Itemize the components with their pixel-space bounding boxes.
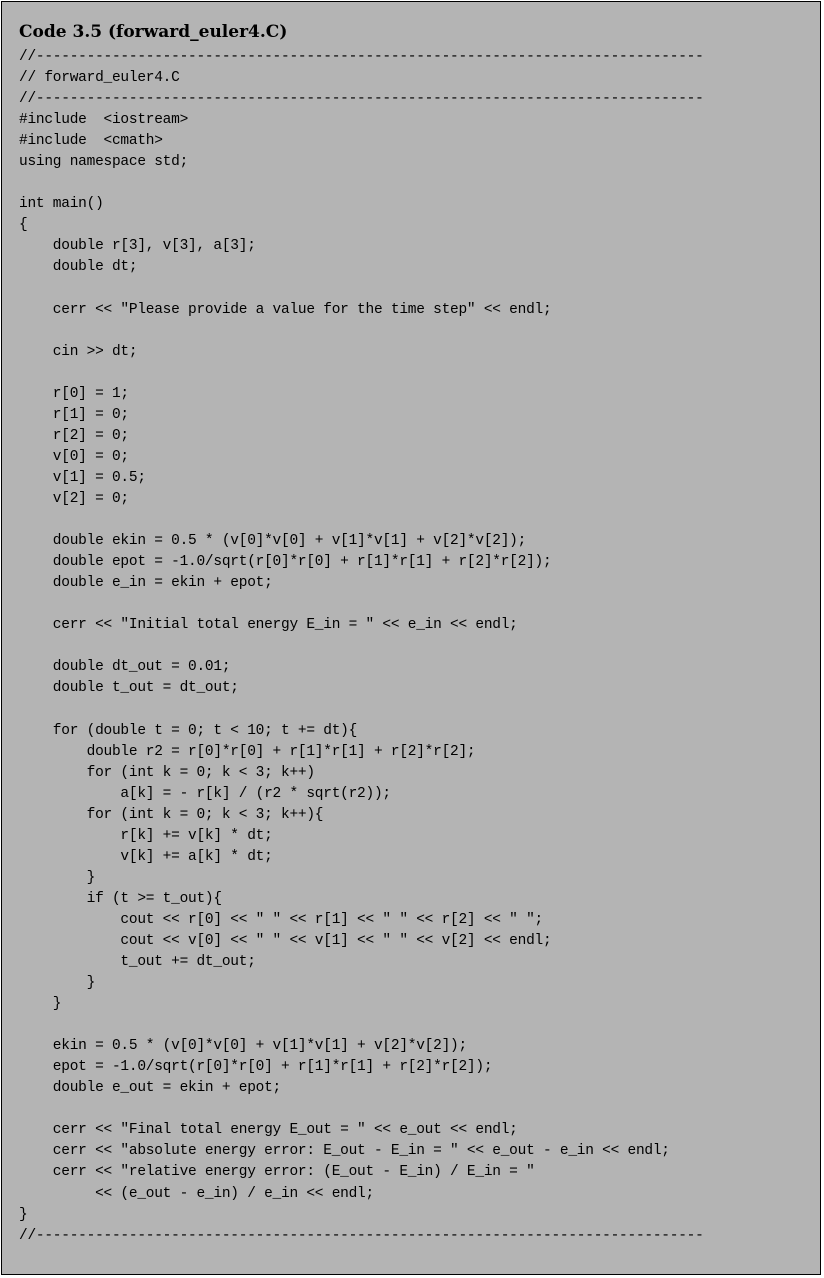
code-line: r[k] += v[k] * dt;	[19, 827, 273, 844]
code-line: r[2] = 0;	[19, 427, 129, 444]
code-line: cout << v[0] << " " << v[1] << " " << v[2] << endl;	[19, 932, 552, 949]
code-line: using namespace std;	[19, 154, 189, 171]
code-line: {	[19, 217, 28, 234]
code-line: r[0] = 1;	[19, 385, 129, 402]
code-line: cout << r[0] << " " << r[1] << " " << r[2] << " ";	[19, 911, 543, 928]
code-listing	[19, 47, 704, 1247]
code-line: double dt;	[19, 259, 138, 276]
code-line: int main()	[19, 196, 104, 213]
code-line: epot = -1.0/sqrt(r[0]*r[0] + r[1]*r[1] + r[2]*r[2]);	[19, 1059, 493, 1076]
code-line: cerr << "Please provide a value for the time step" << endl;	[19, 301, 552, 318]
code-line: }	[19, 996, 62, 1013]
code-line: #include <iostream>	[19, 112, 189, 129]
code-line: << (e_out - e_in) / e_in << endl;	[19, 1185, 374, 1202]
code-line: //-------------------------------------------------------------------------------	[19, 1227, 704, 1244]
code-line	[19, 594, 704, 615]
code-line: }	[19, 975, 96, 992]
code-line: //-------------------------------------------------------------------------------	[19, 49, 704, 65]
code-line: t_out += dt_out;	[19, 954, 256, 971]
code-line: double epot = -1.0/sqrt(r[0]*r[0] + r[1]*r[1] + r[2]*r[2]);	[19, 554, 552, 571]
code-line: a[k] = - r[k] / (r2 * sqrt(r2));	[19, 785, 391, 802]
code-line: if (t >= t_out){	[19, 890, 222, 907]
code-line: // forward_euler4.C	[19, 70, 180, 87]
code-line	[19, 1015, 704, 1036]
code-line: cerr << "Initial total energy E_in = " << e_in << endl;	[19, 617, 518, 634]
code-line	[19, 636, 704, 657]
code-line: r[1] = 0;	[19, 406, 129, 423]
code-listing-box	[1, 1, 821, 1275]
code-line	[19, 699, 704, 720]
code-line: cerr << "absolute energy error: E_out - E_in = " << e_out - e_in << endl;	[19, 1143, 670, 1160]
code-line: v[2] = 0;	[19, 490, 129, 507]
code-line: cerr << "Final total energy E_out = " << e_out << endl;	[19, 1122, 518, 1139]
code-line: v[1] = 0.5;	[19, 469, 146, 486]
code-line: double t_out = dt_out;	[19, 680, 239, 697]
code-line	[19, 173, 704, 194]
code-line	[19, 363, 704, 384]
code-line	[19, 1099, 704, 1120]
code-line: double ekin = 0.5 * (v[0]*v[0] + v[1]*v[1] + v[2]*v[2]);	[19, 533, 527, 550]
code-line: cin >> dt;	[19, 343, 138, 360]
code-line: for (int k = 0; k < 3; k++)	[19, 764, 315, 781]
code-line: #include <cmath>	[19, 133, 163, 150]
code-line	[19, 321, 704, 342]
code-line: for (double t = 0; t < 10; t += dt){	[19, 722, 358, 739]
code-line: double e_out = ekin + epot;	[19, 1080, 281, 1097]
code-line: v[0] = 0;	[19, 448, 129, 465]
code-line: double dt_out = 0.01;	[19, 659, 231, 676]
code-line: cerr << "relative energy error: (E_out - E_in) / E_in = "	[19, 1164, 535, 1181]
code-line	[19, 510, 704, 531]
code-line: for (int k = 0; k < 3; k++){	[19, 806, 324, 823]
code-title: Code 3.5 (forward_euler4.C)	[19, 22, 288, 42]
code-line: //-------------------------------------------------------------------------------	[19, 91, 704, 108]
code-line: }	[19, 869, 96, 886]
code-line: ekin = 0.5 * (v[0]*v[0] + v[1]*v[1] + v[2]*v[2]);	[19, 1038, 467, 1055]
code-line: double r[3], v[3], a[3];	[19, 238, 256, 255]
code-line: v[k] += a[k] * dt;	[19, 848, 273, 865]
code-line	[19, 279, 704, 300]
code-line: double e_in = ekin + epot;	[19, 575, 273, 592]
code-line: double r2 = r[0]*r[0] + r[1]*r[1] + r[2]*r[2];	[19, 743, 476, 760]
code-line: }	[19, 1206, 28, 1223]
